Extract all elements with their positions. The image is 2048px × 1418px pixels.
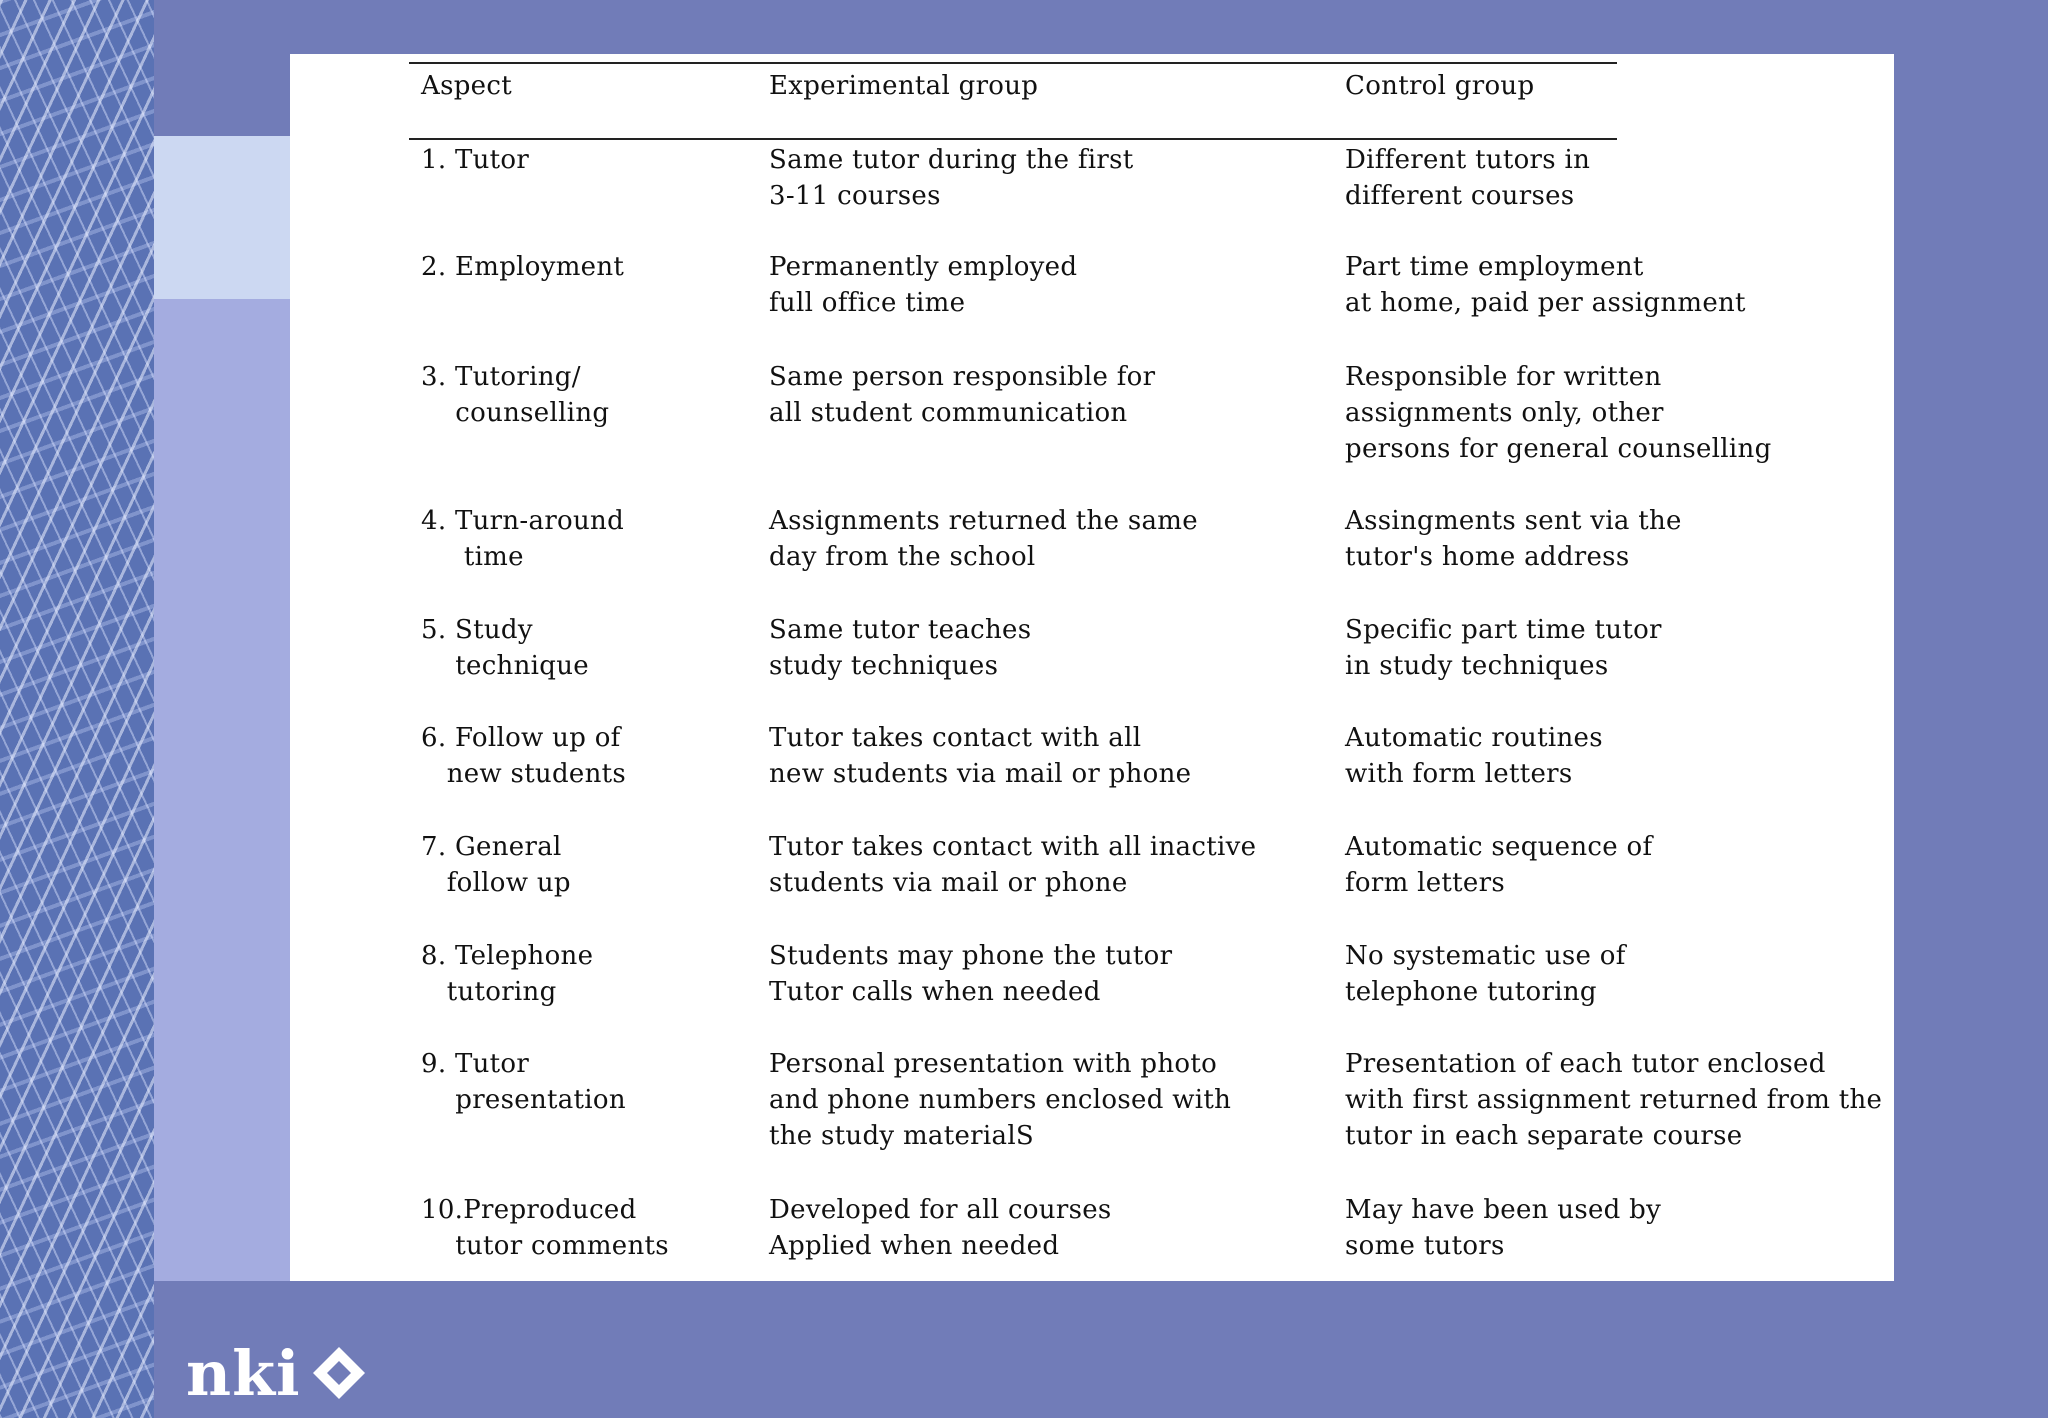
table-row-8-experimental: Students may phone the tutor Tutor calls when needed xyxy=(769,941,1173,1007)
table-row-7-experimental: Tutor takes contact with all inactive students via mail or phone xyxy=(769,832,1257,898)
nki-logo xyxy=(186,1338,367,1408)
table-row-5-aspect: 5. Study technique xyxy=(421,615,589,681)
table-row-1-aspect: 1. Tutor xyxy=(421,145,530,175)
table-row-3-experimental: Same person responsible for all student communication xyxy=(769,362,1156,428)
table-row-9-control: Presentation of each tutor enclosed with first assignment returned from the tutor in each separate course xyxy=(1345,1049,1883,1151)
table-row-6-experimental: Tutor takes contact with all new students via mail or phone xyxy=(769,723,1192,789)
table-row-6-aspect: 6. Follow up of new students xyxy=(421,723,627,789)
table-row-9-aspect: 9. Tutor presentation xyxy=(421,1049,626,1115)
table-row-10-aspect: 10.Preproduced tutor comments xyxy=(421,1195,669,1261)
header-experimental-group: Experimental group xyxy=(769,71,1039,101)
table-row-3-aspect: 3. Tutoring/ counselling xyxy=(421,362,610,428)
table-row-4-aspect: 4. Turn-around time xyxy=(421,506,625,572)
decorative-lavender-block xyxy=(154,299,290,1281)
table-row-7-control: Automatic sequence of form letters xyxy=(1345,832,1653,898)
table-row-8-aspect: 8. Telephone tutoring xyxy=(421,941,594,1007)
header-aspect: Aspect xyxy=(421,71,512,101)
table-row-10-experimental: Developed for all courses Applied when needed xyxy=(769,1195,1112,1261)
table-row-3-control: Responsible for written assignments only, other persons for general counselling xyxy=(1345,362,1772,464)
table-row-9-experimental: Personal presentation with photo and phone numbers enclosed with the study materialS xyxy=(769,1049,1232,1151)
table-row-8-control: No systematic use of telephone tutoring xyxy=(1345,941,1626,1007)
table-row-5-experimental: Same tutor teaches study techniques xyxy=(769,615,1032,681)
table-row-1-control: Different tutors in different courses xyxy=(1345,145,1591,211)
header-control-group: Control group xyxy=(1345,71,1535,101)
logo-text: nki xyxy=(186,1336,301,1410)
table-row-1-experimental: Same tutor during the first 3-11 courses xyxy=(769,145,1134,211)
decorative-side-strip xyxy=(0,0,154,1418)
table-row-7-aspect: 7. General follow up xyxy=(421,832,571,898)
table-row-2-aspect: 2. Employment xyxy=(421,252,625,282)
table-row-2-experimental: Permanently employed full office time xyxy=(769,252,1078,318)
table-row-5-control: Specific part time tutor in study techniques xyxy=(1345,615,1662,681)
table-row-10-control: May have been used by some tutors xyxy=(1345,1195,1662,1261)
diamond-logo-icon xyxy=(311,1345,367,1401)
table-row-2-control: Part time employment at home, paid per assignment xyxy=(1345,252,1746,318)
table-row-4-control: Assingments sent via the tutor's home address xyxy=(1345,506,1682,572)
table-row-4-experimental: Assignments returned the same day from the school xyxy=(769,506,1198,572)
table-row-6-control: Automatic routines with form letters xyxy=(1345,723,1603,789)
